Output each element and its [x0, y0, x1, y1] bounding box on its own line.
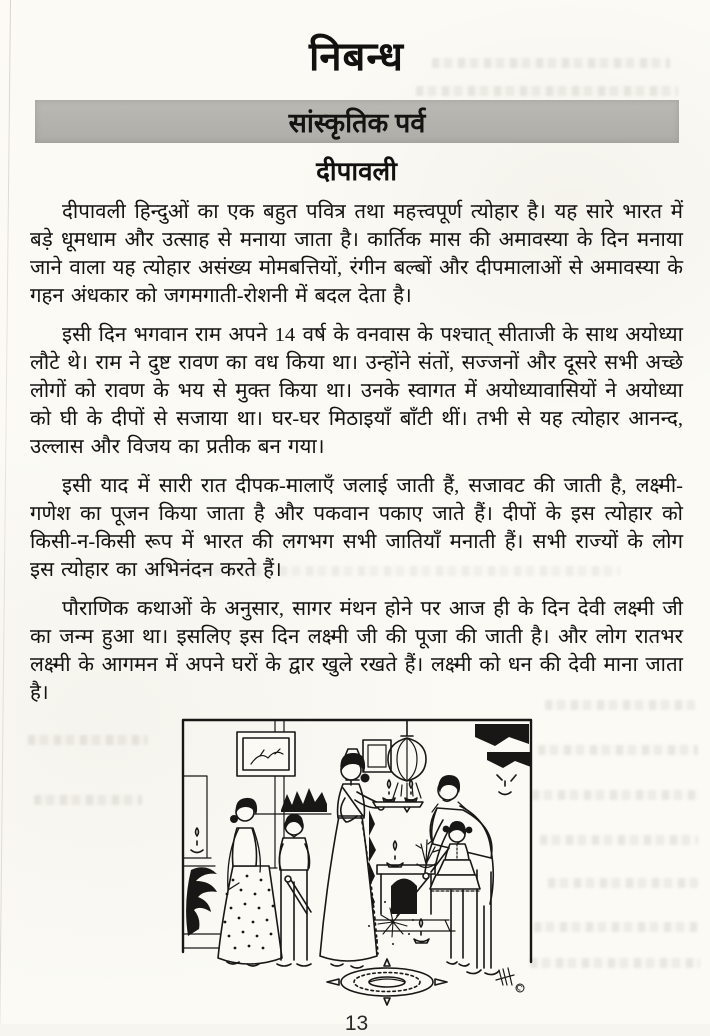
wall-picture-icon	[237, 732, 295, 776]
boy-figure	[277, 814, 311, 966]
essay-paragraph: इसी याद में सारी रात दीपक-मालाएँ जलाई जाती हैं, सजावट की जाती है, लक्ष्मी-गणेश का पूजन किया जाता है और पकवान पकाए जाते हैं। दीपों के इस त्योहार को किसी-न-किसी रूप में भारत की लगभग सभी जातियाँ मनाती हैं। सभी राज्यों के लोग इस त्योहार का अभिनंदन करते हैं।	[30, 475, 683, 581]
binding-gutter-line	[0, 0, 11, 1024]
section-banner	[35, 100, 679, 143]
essay-paragraph: पौराणिक कथाओं के अनुसार, सागर मंथन होने पर आज ही के दिन देवी लक्ष्मी जी का जन्म हुआ था। इसलिए इस दिन लक्ष्मी जी की पूजा की जाती है। और लोग रातभर लक्ष्मी के आगमन में अपने घरों के द्वार खुले रखते हैं। लक्ष्मी को धन की देवी माना जाता है।	[30, 598, 683, 704]
essay-title: दीपावली	[316, 157, 397, 186]
page-title: निबन्ध	[308, 34, 405, 79]
page-number: 13	[344, 1012, 369, 1035]
artist-signature	[496, 968, 524, 992]
teen-girl-figure	[218, 798, 282, 966]
rangoli	[327, 959, 447, 1005]
wall-picture-icon	[363, 740, 391, 772]
essay-paragraph: इसी दिन भगवान राम अपने 14 वर्ष के वनवास के पश्चात् सीताजी के साथ अयोध्या लौटे थे। राम ने दुष्ट रावण का वध किया था। उन्होंने संतों, सज्जनों और दूसरे सभी अच्छे लोगों को रावण के भय से मुक्त किया था। उनके स्वागत में अयोध्यावासियों ने अयोध्या को घी के दीपों से सजाया था। घर-घर मिठाइयाँ बाँटी थीं। तभी से यह त्योहार आनन्द, उल्लास और विजय का प्रतीक बन गया।	[30, 324, 683, 458]
shelf-silhouette	[487, 752, 531, 768]
small-plant-icon	[497, 775, 516, 795]
essay-paragraph: दीपावली हिन्दुओं का एक बहुत पवित्र तथा महत्त्वपूर्ण त्योहार है। यह सारे भारत में बड़े धूमधाम और उत्साह से मनाया जाता है। कार्तिक मास की अमावस्या के दिन मनाया जाने वाला यह त्योहार असंख्य मोमबत्तियों, रंगीन बल्बों और दीपमालाओं से अमावस्या के गहन अंधकार को जगमगाती-रोशनी में बदल देता है।	[30, 201, 683, 307]
shelf-silhouette	[475, 724, 529, 746]
diya-icon	[387, 841, 403, 867]
diya-icon	[191, 828, 203, 853]
palm-plant-silhouette	[186, 867, 217, 936]
section-banner-label: सांस्कृतिक पर्व	[288, 108, 426, 138]
plant-silhouette	[281, 788, 327, 812]
diwali-family-illustration	[181, 718, 533, 1010]
essay-body	[30, 198, 683, 707]
